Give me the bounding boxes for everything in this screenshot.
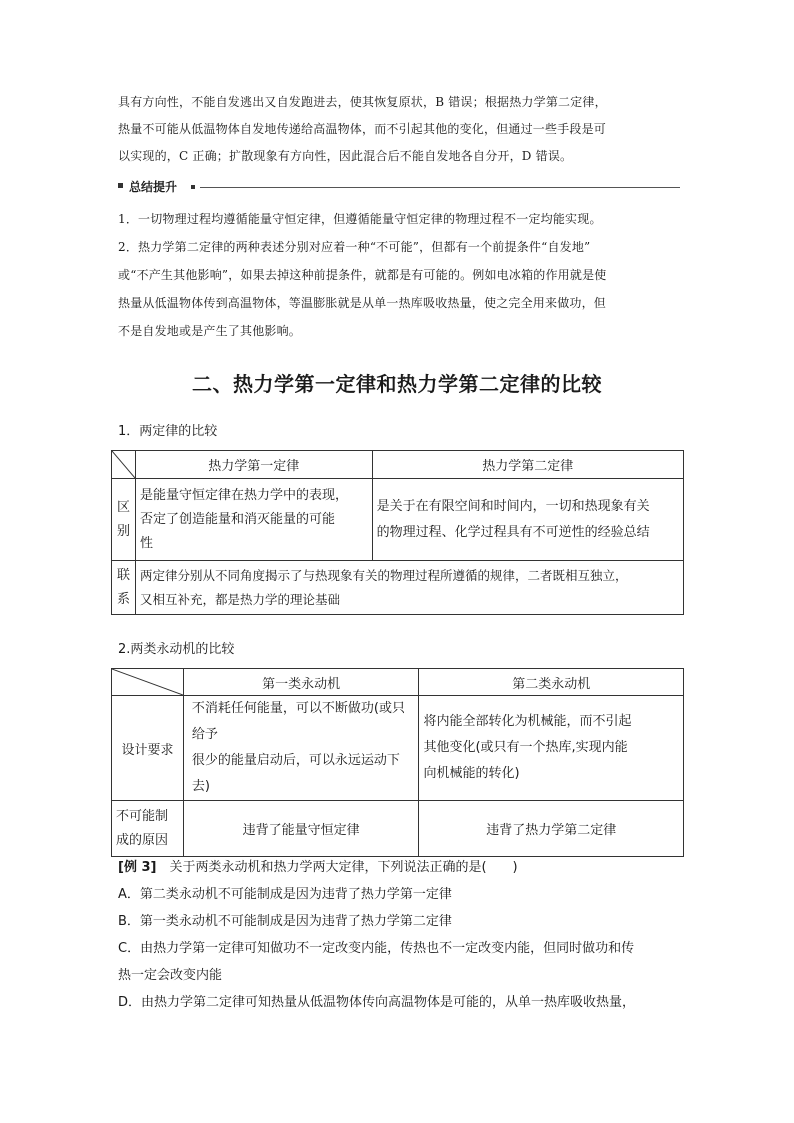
diagonal-header-cell xyxy=(112,669,184,696)
perpetual-motion-table xyxy=(111,668,684,857)
cell-line: 性 xyxy=(139,535,153,551)
cell-line: 是能量守恒定律在热力学中的表现， xyxy=(139,487,348,503)
cell-line: 否定了创造能量和消灭能量的可能 xyxy=(139,511,335,527)
summary-paragraph xyxy=(118,205,688,345)
table-cell xyxy=(419,696,684,801)
table-row xyxy=(112,561,684,615)
row-header-line: 成的原因 xyxy=(116,832,169,848)
row-header xyxy=(112,801,184,857)
cell-line: 将内能全部转化为机械能，而不引起 xyxy=(423,714,632,729)
summary-label: 总结提升 xyxy=(129,180,178,194)
square-bullet-icon xyxy=(191,185,195,189)
option-d: D．由热力学第二定律可知热量从低温物体传向高温物体是可能的，从单一热库吸收热量， xyxy=(118,995,636,1010)
row-header: 设计要求 xyxy=(112,696,184,801)
cell-line: 是关于在有限空间和时间内，一切和热现象有关 xyxy=(376,498,650,514)
row-header-char: 区 xyxy=(116,499,130,515)
summary-header xyxy=(118,177,680,197)
table-cell xyxy=(372,479,683,561)
text-line: 热量不可能从低温物体自发地传递给高温物体，而不引起其他的变化，但通过一些手段是可 xyxy=(118,122,607,136)
cell-line: 两定律分别从不同角度揭示了与热现象有关的物理过程所遵循的规律，二者既相互独立， xyxy=(139,567,628,583)
text-line: 以实现的，C 正确；扩散现象有方向性，因此混合后不能自发地各自分开，D 错误。 xyxy=(118,149,573,163)
column-header: 第一类永动机 xyxy=(183,669,419,696)
row-header-char: 联 xyxy=(116,567,130,583)
cell-line: 其他变化(或只有一个热库,实现内能 xyxy=(423,740,628,755)
section-heading: 二、热力学第一定律和热力学第二定律的比较 xyxy=(192,372,602,396)
column-header: 热力学第二定律 xyxy=(372,451,683,479)
row-header xyxy=(112,561,136,615)
column-header: 第二类永动机 xyxy=(419,669,684,696)
text-line: 1．一切物理过程均遵循能量守恒定律，但遵循能量守恒定律的物理过程不一定均能实现。 xyxy=(118,212,602,226)
table2-label: 2.两类永动机的比较 xyxy=(118,642,235,657)
square-bullet-icon xyxy=(118,183,123,188)
column-header: 热力学第一定律 xyxy=(135,451,372,479)
question-text: 关于两类永动机和热力学两大定律，下列说法正确的是( ) xyxy=(169,860,518,875)
table-cell xyxy=(135,479,372,561)
table-cell: 违背了热力学第二定律 xyxy=(419,801,684,857)
laws-comparison-table xyxy=(111,450,684,615)
table1-label: 1．两定律的比较 xyxy=(118,424,218,439)
text-line: 或“不产生其他影响”，如果去掉这种前提条件，就都是有可能的。例如电冰箱的作用就是使 xyxy=(118,268,607,282)
row-header-char: 别 xyxy=(116,523,130,539)
table-row xyxy=(112,801,684,857)
row-header xyxy=(112,479,136,561)
divider xyxy=(200,187,680,188)
row-header-char: 系 xyxy=(116,591,130,607)
table-row xyxy=(112,451,684,479)
table-cell: 违背了能量守恒定律 xyxy=(183,801,419,857)
table-cell xyxy=(135,561,683,615)
row-header-line: 不可能制 xyxy=(116,808,169,824)
option-b: B．第一类永动机不可能制成是因为违背了热力学第二定律 xyxy=(118,914,452,929)
text-line: 2．热力学第二定律的两种表述分别对应着一种“不可能”，但都有一个前提条件“自发地” xyxy=(118,240,591,254)
option-c: C．由热力学第一定律可知做功不一定改变内能，传热也不一定改变内能，但同时做功和传 xyxy=(118,941,635,956)
option-a: A．第二类永动机不可能制成是因为违背了热力学第一定律 xyxy=(118,887,452,902)
table-cell xyxy=(183,696,419,801)
table-row xyxy=(112,696,684,801)
text-line: 热量从低温物体传到高温物体，等温膨胀就是从单一热库吸收热量，使之完全用来做功，但 xyxy=(118,296,607,310)
cell-line: 向机械能的转化) xyxy=(423,766,520,781)
top-paragraph xyxy=(118,89,688,170)
question-line xyxy=(118,854,688,881)
example-tag: [例 3] xyxy=(118,860,157,875)
diagonal-header-cell xyxy=(112,451,136,479)
table-row xyxy=(112,479,684,561)
option-c-cont: 热一定会改变内能 xyxy=(118,968,223,983)
text-line: 具有方向性，不能自发逃出又自发跑进去，使其恢复原状，B 错误；根据热力学第二定律， xyxy=(118,95,607,109)
cell-line: 很少的能量启动后，可以永远运动下去) xyxy=(191,753,400,794)
table-row xyxy=(112,669,684,696)
cell-line: 又相互补充，都是热力学的理论基础 xyxy=(139,591,340,607)
cell-line: 不消耗任何能量，可以不断做功(或只给予 xyxy=(191,701,405,742)
example-question xyxy=(118,854,688,1016)
text-line: 不是自发地或是产生了其他影响。 xyxy=(118,324,302,338)
cell-line: 的物理过程、化学过程具有不可逆性的经验总结 xyxy=(376,524,650,540)
